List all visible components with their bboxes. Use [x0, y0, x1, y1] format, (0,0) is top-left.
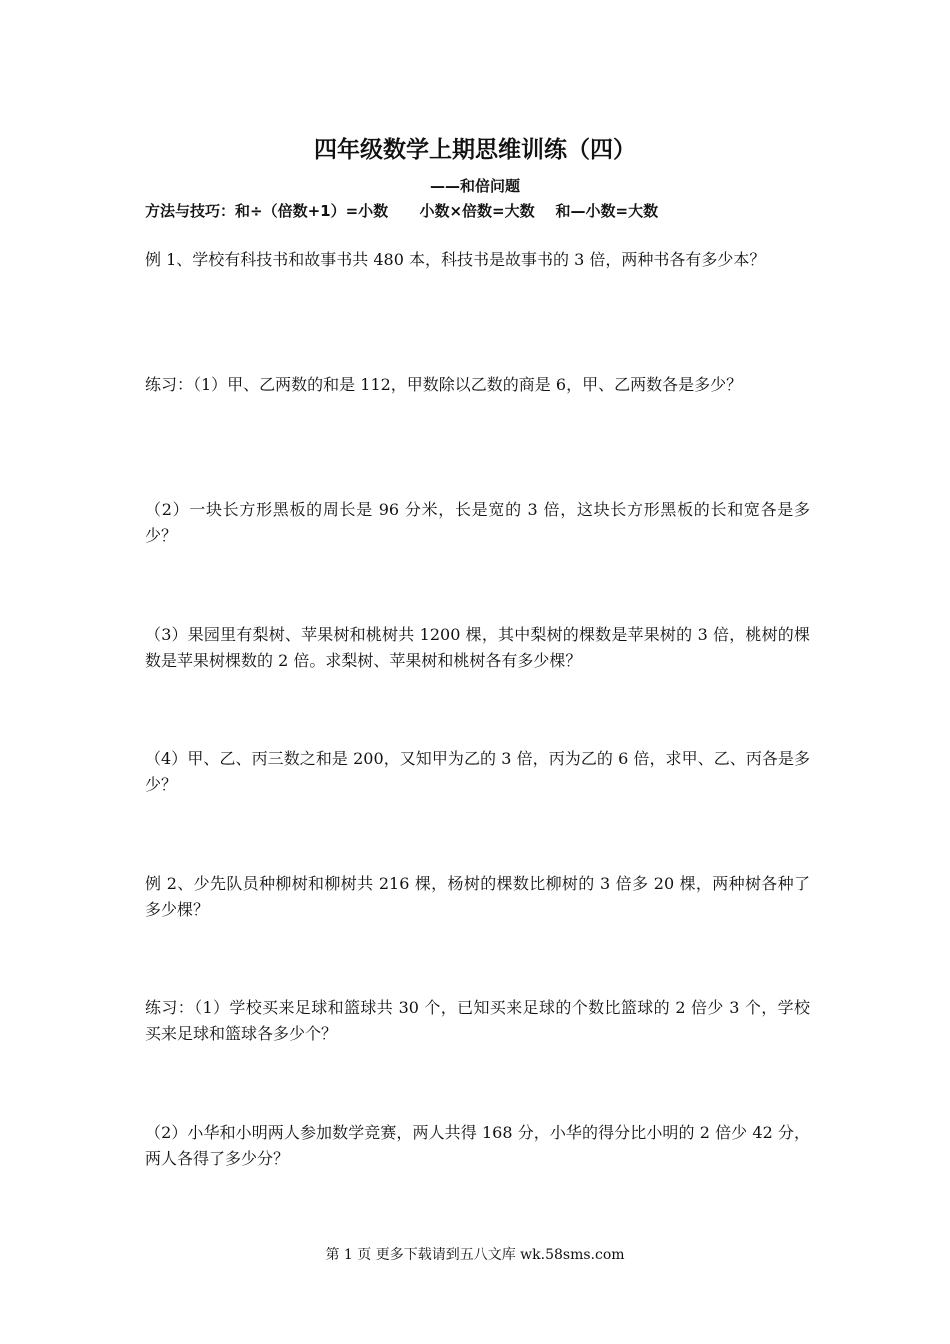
- exercise-1-4: （4）甲、乙、丙三数之和是 200，又知甲为乙的 3 倍，丙为乙的 6 倍，求甲、乙、丙各是多少？: [145, 749, 810, 794]
- page-subtitle: ——和倍问题: [429, 177, 520, 195]
- exercise-1-2: （2）一块长方形黑板的周长是 96 分米，长是宽的 3 倍，这块长方形黑板的长和宽各是多少？: [145, 500, 810, 545]
- exercise-1-1: 练习：（1）甲、乙两数的和是 112，甲数除以乙数的商是 6，甲、乙两数各是多少？: [145, 375, 743, 394]
- exercise-2-2: （2）小华和小明两人参加数学竞赛，两人共得 168 分，小华的得分比小明的 2 倍少 42 分，两人各得了多少分？: [145, 1123, 810, 1168]
- exercise-2-1: 练习：（1）学校买来足球和篮球共 30 个，已知买来足球的个数比篮球的 2 倍少 3 个，学校买来足球和篮球各多少个？: [145, 998, 810, 1043]
- example-2: 例 2、少先队员种柳树和柳树共 216 棵，杨树的棵数比柳树的 3 倍多 20 棵，两种树各种了多少棵？: [145, 874, 810, 919]
- method-tips: 方法与技巧：和÷（倍数+1）=小数 小数×倍数=大数 和—小数=大数: [145, 202, 659, 220]
- page-footer: 第 1 页 更多下载请到五八文库 wk.58sms.com: [325, 1247, 625, 1263]
- exercise-1-3: （3）果园里有梨树、苹果树和桃树共 1200 棵，其中梨树的棵数是苹果树的 3 倍，桃树的棵数是苹果树棵数的 2 倍。求梨树、苹果树和桃树各有多少棵？: [145, 625, 810, 670]
- example-1: 例 1、学校有科技书和故事书共 480 本，科技书是故事书的 3 倍，两种书各有多少本？: [145, 250, 766, 269]
- page-title: 四年级数学上期思维训练（四）: [314, 137, 636, 163]
